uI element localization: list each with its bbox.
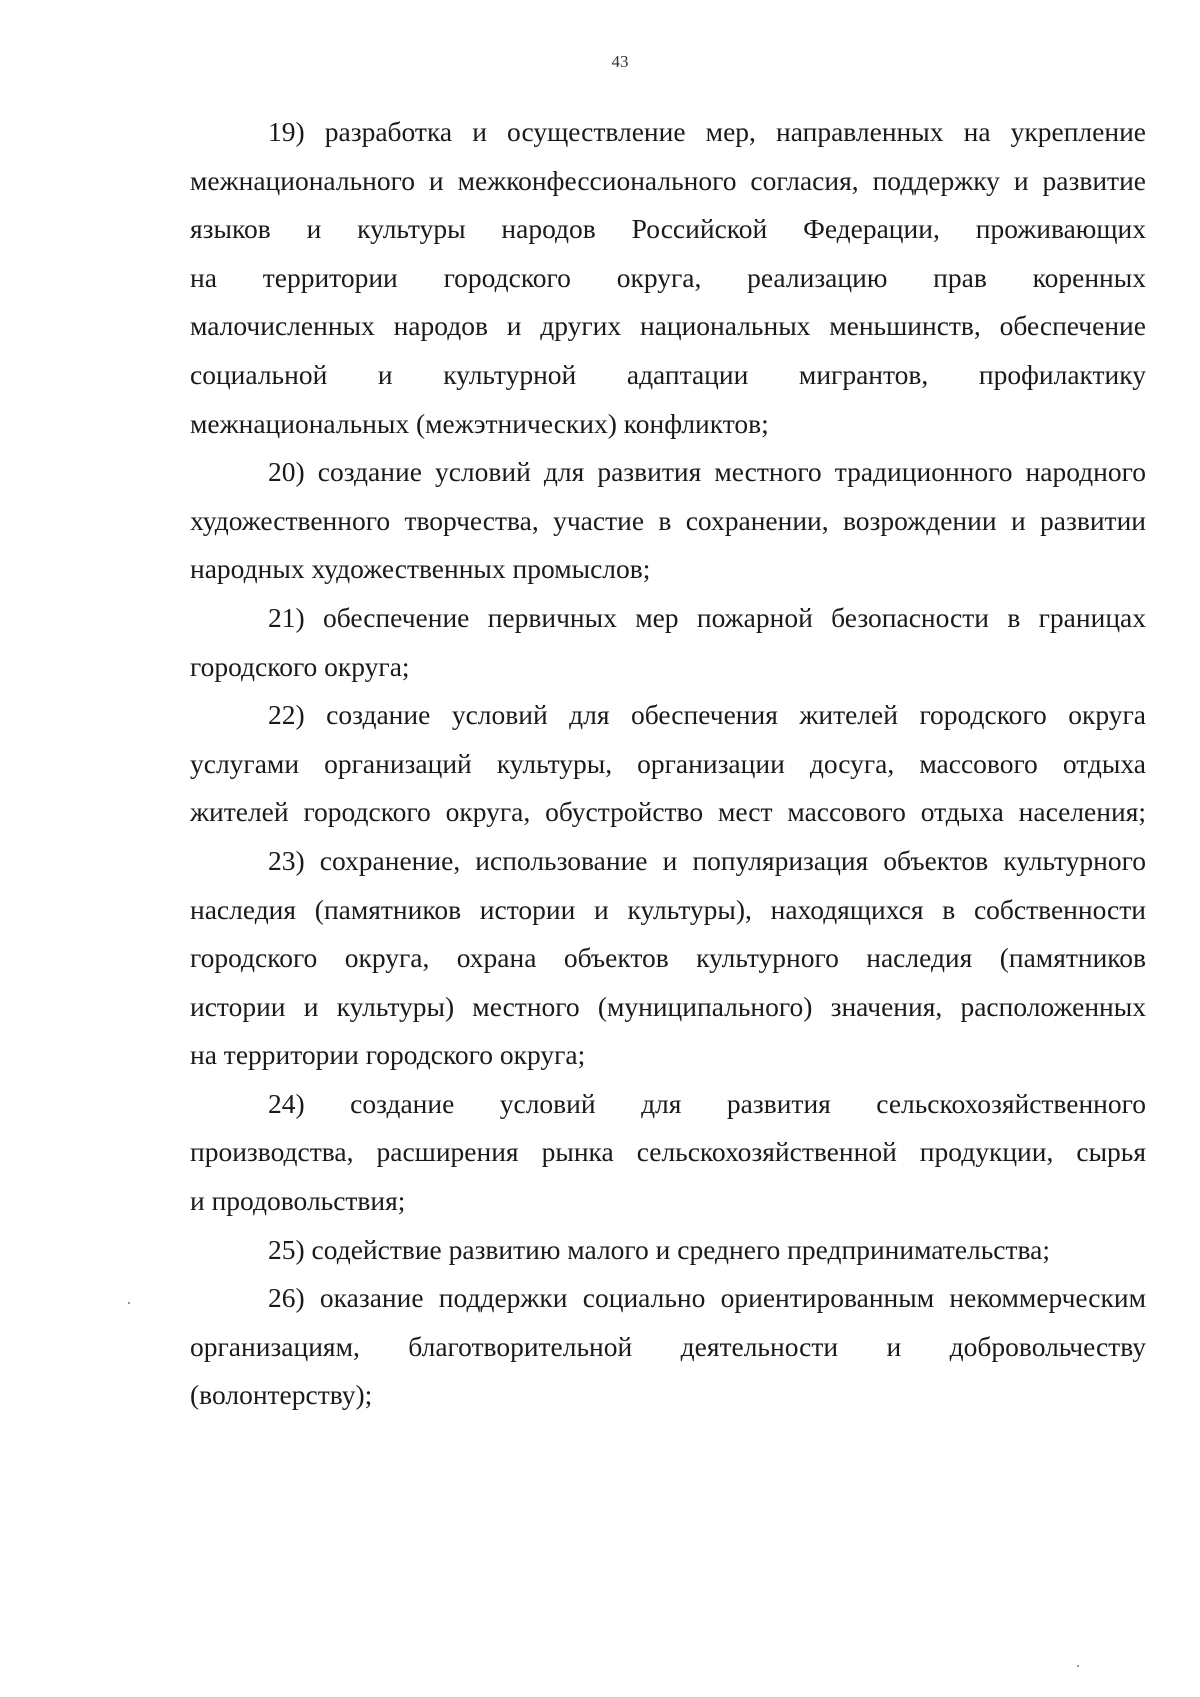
paragraph-19 — [190, 108, 1146, 448]
paragraph-line: на территории городского округа; — [190, 1039, 586, 1071]
paragraph-line: 22) создание условий для обеспечения жителей городского округа — [268, 699, 1146, 731]
paragraph-line: 26) оказание поддержки социально ориентированным некоммерческим — [268, 1282, 1146, 1314]
paragraph-23 — [190, 837, 1146, 1080]
page-number: 43 — [611, 52, 629, 71]
scan-speck — [1077, 1665, 1079, 1667]
paragraph-line: межнационального и межконфессионального согласия, поддержку и развитие — [190, 164, 1146, 196]
paragraph-line: (волонтерству); — [190, 1379, 373, 1411]
paragraph-line: услугами организаций культуры, организации досуга, массового отдыха — [190, 747, 1146, 779]
paragraph-25 — [190, 1226, 1146, 1275]
paragraph-line: малочисленных народов и других национальных меньшинств, обеспечение — [190, 310, 1146, 342]
paragraph-line: организациям, благотворительной деятельности и добровольчеству — [190, 1330, 1146, 1362]
paragraph-line: производства, расширения рынка сельскохозяйственной продукции, сырья — [190, 1136, 1146, 1168]
paragraph-line: 20) создание условий для развития местного традиционного народного — [268, 456, 1146, 488]
paragraph-line: языков и культуры народов Российской Федерации, проживающих — [190, 213, 1146, 245]
paragraph-line: 24) создание условий для развития сельскохозяйственного — [268, 1087, 1146, 1119]
paragraph-line: истории и культуры) местного (муниципального) значения, расположенных — [190, 990, 1146, 1022]
paragraph-line: городского округа, охрана объектов культурного наследия (памятников — [190, 942, 1146, 974]
paragraph-line: жителей городского округа, обустройство мест массового отдыха населения; — [190, 796, 1146, 828]
document-body — [190, 108, 1146, 1420]
paragraph-line: на территории городского округа, реализацию прав коренных — [190, 261, 1146, 293]
paragraph-line: 19) разработка и осуществление мер, направленных на укрепление — [268, 116, 1146, 147]
paragraph-line: художественного творчества, участие в сохранении, возрождении и развитии — [190, 504, 1146, 536]
paragraph-line: 25) содействие развитию малого и среднего предпринимательства; — [268, 1233, 1050, 1265]
paragraph-line: народных художественных промыслов; — [190, 553, 651, 585]
paragraph-line: наследия (памятников истории и культуры), находящихся в собственности — [190, 893, 1146, 925]
paragraph-21 — [190, 594, 1146, 691]
scan-speck — [128, 1302, 130, 1304]
paragraph-22 — [190, 691, 1146, 837]
paragraph-24 — [190, 1080, 1146, 1226]
paragraph-line: и продовольствия; — [190, 1185, 406, 1217]
paragraph-line: социальной и культурной адаптации мигрантов, профилактику — [190, 358, 1146, 390]
paragraph-line: 23) сохранение, использование и популяризация объектов культурного — [268, 844, 1146, 876]
paragraph-line: 21) обеспечение первичных мер пожарной безопасности в границах — [268, 601, 1146, 633]
paragraph-line: городского округа; — [190, 650, 410, 682]
paragraph-26 — [190, 1274, 1146, 1420]
paragraph-line: межнациональных (межэтнических) конфликтов; — [190, 407, 769, 439]
paragraph-20 — [190, 448, 1146, 594]
